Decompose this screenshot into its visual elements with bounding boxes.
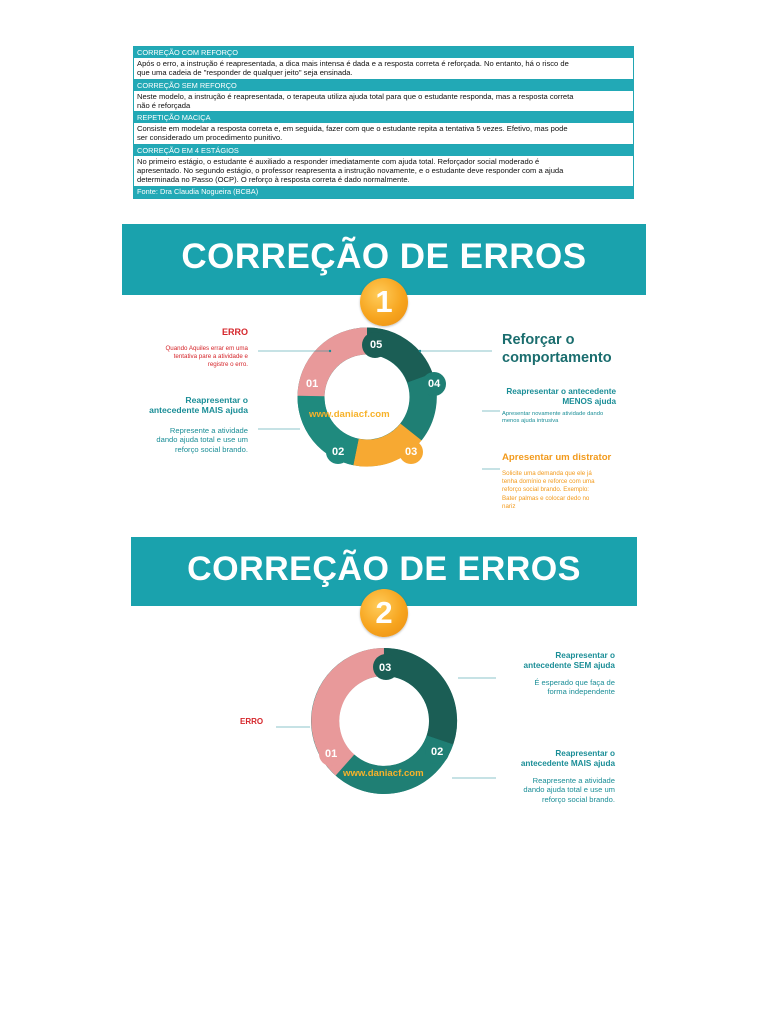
website-label: www.daniacf.com (309, 409, 390, 420)
segment-label-05: 05 (370, 339, 383, 351)
text-line: antecedente MAIS ajuda (149, 405, 248, 416)
erro-title: ERRO (221, 327, 248, 337)
distrator-title: Apresentar um distrator (502, 452, 612, 463)
distrator-description (502, 470, 622, 511)
text-line: Represente a atividade (169, 426, 248, 435)
text-line: que uma cadeia de "responder de qualquer jeito" seja ensinada. (137, 68, 353, 78)
erro-title: ERRO (240, 717, 264, 726)
text-line: reforço social brando. (174, 444, 248, 454)
mais-ajuda-description (495, 776, 615, 804)
text-line: tentativa pare a atividade e (173, 353, 248, 360)
segment-label-01: 01 (325, 748, 338, 760)
text-line: comportamento (502, 349, 612, 366)
website-label: www.daniacf.com (343, 768, 424, 779)
mais-ajuda-description (128, 426, 248, 454)
table-header-4-estagios: CORREÇÃO EM 4 ESTÁGIOS (134, 145, 633, 156)
text-line: não é reforçada (137, 100, 191, 110)
text-line: Apresentar novamente atividade dando (502, 411, 604, 417)
menos-ajuda-title (490, 387, 616, 408)
table-header-sem-reforco: CORREÇÃO SEM REFORÇO (134, 80, 633, 91)
text-line: antecedente SEM ajuda (523, 661, 615, 671)
cycle-ring-1 (301, 332, 446, 464)
table-header-com-reforco: CORREÇÃO COM REFORÇO (134, 47, 633, 58)
erro-description (128, 345, 248, 369)
text-line: Reapresentar o (555, 651, 615, 660)
text-line: No primeiro estágio, o estudante é auxiliado a responder imediatamente com ajuda total. Reforçador social moderado é (137, 156, 540, 166)
text-line: Reapresentar o antecedente (506, 387, 616, 396)
text-line: determinada no Passo (OCP). O reforço à resposta correta é dado normalmente. (137, 175, 410, 185)
text-line: Reforçar o (502, 332, 575, 348)
text-line: Neste modelo, a instrução é reapresentada, o terapeuta utiliza ajuda total para que o estudante responda, mas a resposta correta (137, 91, 574, 101)
sem-ajuda-title (495, 651, 615, 672)
segment-label-04: 04 (428, 378, 441, 390)
text-line: Solicite uma demanda que ele já (502, 470, 592, 477)
banner-title-text: CORREÇÃO DE ERROS (181, 237, 587, 276)
reforcar-title (502, 332, 642, 367)
sem-ajuda-description (495, 678, 615, 697)
text-line: MENOS ajuda (562, 397, 616, 407)
text-line: tenha domínio e reforce com uma (502, 478, 595, 486)
text-line: É esperado que faça de (534, 678, 615, 687)
text-line: apresentado. No segundo estágio, o professor reapresenta a instrução novamente, e o estudante deve responder com a ajuda (137, 166, 564, 176)
text-line: reforço social brando. Exemplo: (502, 486, 590, 494)
mais-ajuda-title (495, 749, 615, 770)
text-line: antecedente MAIS ajuda (520, 759, 615, 769)
text-line: nariz (502, 502, 516, 510)
step-badge-1: 1 (360, 278, 408, 326)
text-line: ser considerado um procedimento punitivo. (137, 133, 283, 143)
text-line: dando ajuda total e use um (156, 435, 248, 445)
menos-ajuda-description (502, 411, 622, 425)
text-line: Reapresentar o (185, 395, 248, 405)
banner-title-text: CORREÇÃO DE ERROS (187, 550, 581, 588)
text-line: Quando Aquiles errar em uma (165, 345, 248, 352)
text-line: reforço social brando. (541, 794, 615, 804)
segment-label-03: 03 (405, 446, 418, 458)
segment-04 (411, 378, 423, 432)
connectors-2 (276, 678, 496, 778)
segment-label-03: 03 (379, 662, 392, 674)
text-line: Bater palmas e colocar dedo no (502, 494, 590, 502)
text-line: registre o erro. (207, 361, 248, 368)
text-line: Após o erro, a instrução é reapresentada, a dica mais intensa é dada e a resposta correta é reforçada. No entanto, há o risco de (137, 59, 569, 68)
table-source: Fonte: Dra Claudia Nogueira (BCBA) (134, 186, 633, 198)
segment-label-02: 02 (431, 746, 444, 758)
segment-label-01: 01 (306, 378, 319, 390)
text-line: forma independente (547, 687, 615, 697)
segment-label-02: 02 (332, 446, 345, 458)
text-line: dando ajuda total e use um (523, 785, 615, 795)
text-line: menos ajuda intrusiva (502, 418, 559, 424)
text-line: Consiste em modelar a resposta correta e, em seguida, fazer com que o estudante repita a tentativa 5 vezes. Efetivo, mas pode (137, 124, 568, 134)
mais-ajuda-title (128, 395, 248, 416)
text-line: Reapresentar o (555, 749, 615, 758)
step-badge-2: 2 (360, 589, 408, 637)
text-line: Reapresente a atividade (532, 776, 615, 785)
table-header-repeticao-macica: REPETIÇÃO MACIÇA (134, 112, 633, 123)
